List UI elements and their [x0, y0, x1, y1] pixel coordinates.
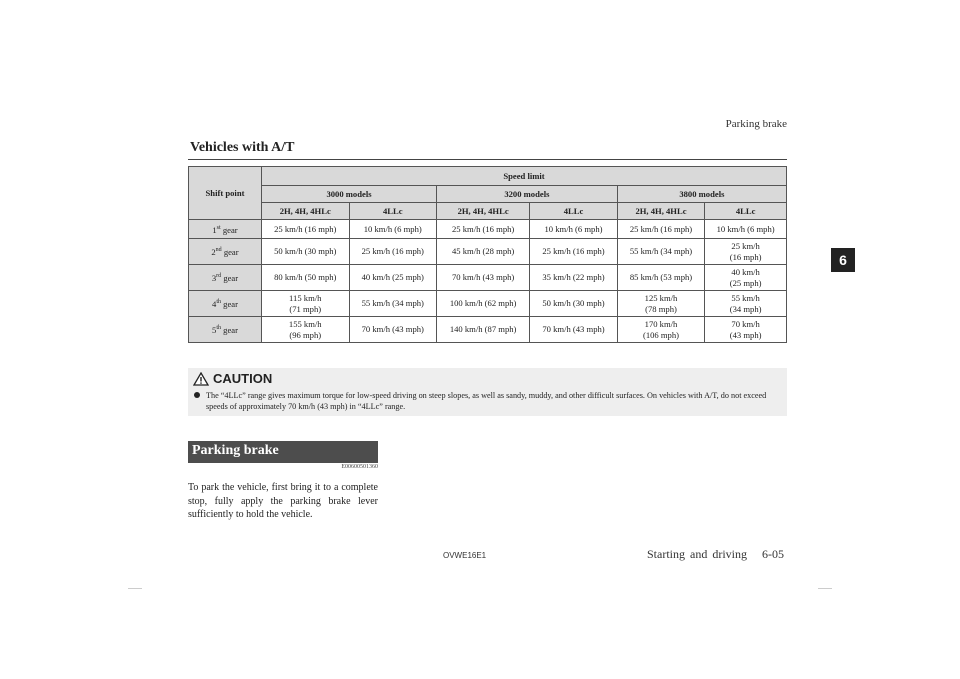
speed-cell: 25 km/h (16 mph): [437, 220, 530, 239]
section-title: [188, 137, 787, 160]
speed-cell: 45 km/h (28 mph): [437, 239, 530, 265]
speed-cell: 70 km/h (43 mph): [349, 317, 437, 343]
table-row: [189, 291, 787, 317]
table-row: [189, 265, 787, 291]
speed-cell: 25 km/h (16 mph): [617, 220, 705, 239]
caution-heading: [193, 371, 272, 386]
speed-cell: 80 km/h (50 mph): [262, 265, 350, 291]
model-header: 3000 models: [262, 186, 437, 203]
running-header: Parking brake: [725, 118, 787, 130]
speed-cell: 25 km/h (16 mph): [262, 220, 350, 239]
speed-cell: 170 km/h (106 mph): [617, 317, 705, 343]
gear-cell: 4th gear: [189, 291, 262, 317]
caution-box: [188, 368, 787, 416]
speed-cell: 10 km/h (6 mph): [349, 220, 437, 239]
bullet-icon: [194, 392, 200, 398]
document-code: E00600501360: [341, 464, 378, 470]
gear-cell: 2nd gear: [189, 239, 262, 265]
speed-cell: 40 km/h (25 mph): [705, 265, 787, 291]
range-header: 2H, 4H, 4HLc: [437, 203, 530, 220]
speed-cell: 55 km/h (34 mph): [617, 239, 705, 265]
speed-cell: 10 km/h (6 mph): [705, 220, 787, 239]
speed-cell: 55 km/h (34 mph): [705, 291, 787, 317]
caution-item: [194, 390, 783, 412]
model-header: 3800 models: [617, 186, 786, 203]
caution-text: The “4LLc” range gives maximum torque for low-speed driving on steep slopes, as well as sandy, muddy, and other difficult surfaces. On vehicles with A/T, do not exceed speeds of approximately 70 km/h (43 mph) in “4LLc” range.: [206, 391, 767, 411]
section-title-text: Vehicles with A/T: [190, 140, 295, 155]
gear-cell: 1st gear: [189, 220, 262, 239]
parking-brake-title: Parking brake: [192, 443, 279, 458]
speed-cell: 155 km/h (96 mph): [262, 317, 350, 343]
parking-brake-heading: [188, 441, 378, 463]
range-header: 4LLc: [530, 203, 618, 220]
gear-cell: 5th gear: [189, 317, 262, 343]
table-row: [189, 317, 787, 343]
caution-label: CAUTION: [213, 371, 273, 386]
speed-cell: 50 km/h (30 mph): [530, 291, 618, 317]
speed-cell: 35 km/h (22 mph): [530, 265, 618, 291]
chapter-tab: 6: [831, 248, 855, 272]
parking-brake-text: To park the vehicle, first bring it to a complete stop, fully apply the parking brake lever sufficiently to hold the vehicle.: [188, 482, 378, 520]
shift-point-header: Shift point: [189, 167, 262, 220]
speed-limit-table: [188, 166, 787, 343]
speed-cell: 25 km/h (16 mph): [349, 239, 437, 265]
range-header: 2H, 4H, 4HLc: [262, 203, 350, 220]
speed-cell: 140 km/h (87 mph): [437, 317, 530, 343]
speed-cell: 25 km/h (16 mph): [705, 239, 787, 265]
range-header: 2H, 4H, 4HLc: [617, 203, 705, 220]
speed-cell: 70 km/h (43 mph): [437, 265, 530, 291]
speed-cell: 100 km/h (62 mph): [437, 291, 530, 317]
speed-cell: 85 km/h (53 mph): [617, 265, 705, 291]
speed-cell: 70 km/h (43 mph): [705, 317, 787, 343]
footer-section: Starting and driving: [647, 547, 747, 561]
speed-cell: 70 km/h (43 mph): [530, 317, 618, 343]
range-header: 4LLc: [349, 203, 437, 220]
speed-cell: 115 km/h (71 mph): [262, 291, 350, 317]
speed-cell: 10 km/h (6 mph): [530, 220, 618, 239]
warning-triangle-icon: [193, 372, 209, 386]
speed-cell: 55 km/h (34 mph): [349, 291, 437, 317]
table-row: [189, 220, 787, 239]
speed-cell: 25 km/h (16 mph): [530, 239, 618, 265]
speed-cell: 50 km/h (30 mph): [262, 239, 350, 265]
range-header: 4LLc: [705, 203, 787, 220]
table-row: [189, 239, 787, 265]
speed-cell: 125 km/h (78 mph): [617, 291, 705, 317]
page-number: 6-05: [762, 547, 784, 561]
model-header: 3200 models: [437, 186, 618, 203]
crop-mark: [128, 588, 142, 589]
footer-code: OVWE16E1: [443, 551, 487, 560]
crop-mark: [818, 588, 832, 589]
speed-limit-header: Speed limit: [262, 167, 787, 186]
speed-cell: 40 km/h (25 mph): [349, 265, 437, 291]
gear-cell: 3rd gear: [189, 265, 262, 291]
